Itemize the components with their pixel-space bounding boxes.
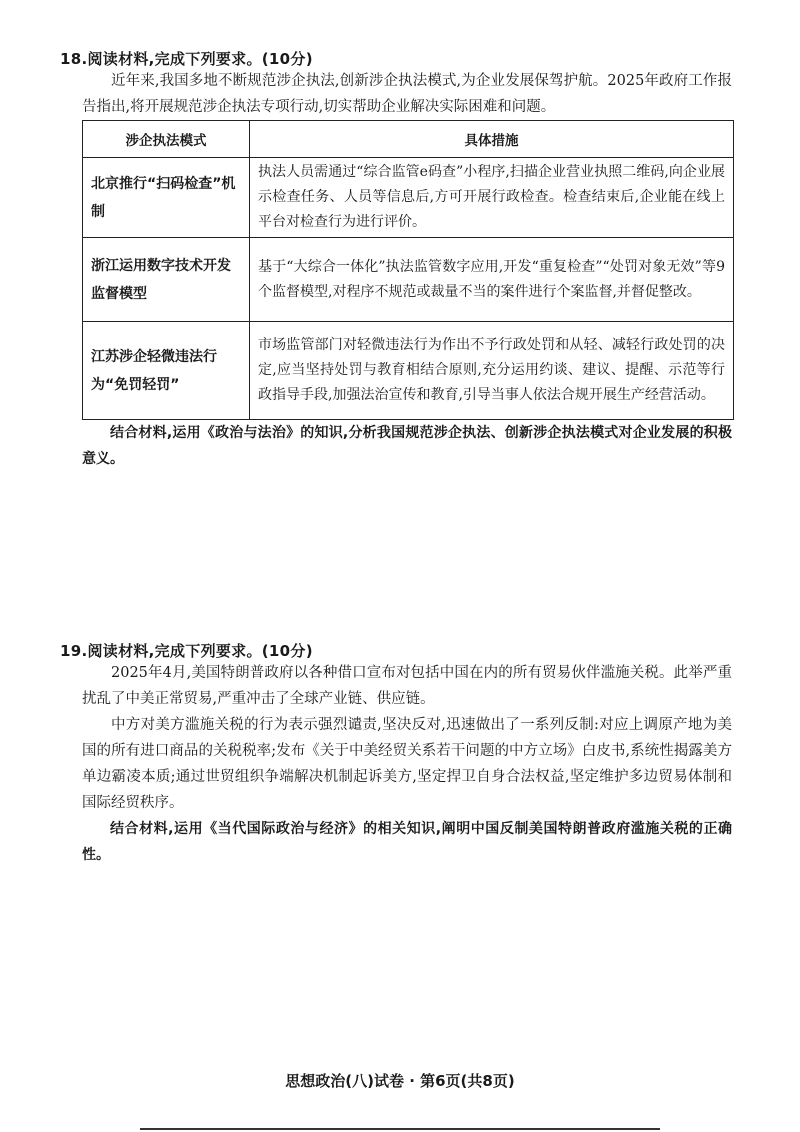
question-18-title: 18.阅读材料,完成下列要求。(10分) — [60, 50, 313, 68]
header-measure: 具体措施 — [250, 121, 734, 158]
mode-cell: 北京推行“扫码检查”机制 — [83, 158, 250, 238]
table-row — [83, 158, 734, 238]
question-18-intro: 近年来,我国多地不断规范涉企执法,创新涉企执法模式,为企业发展保驾护航。2025年政府工作报告指出,将开展规范涉企执法专项行动,切实帮助企业解决实际困难和问题。 — [82, 73, 732, 115]
mode-cell: 江苏涉企轻微违法行为“免罚轻罚” — [83, 322, 250, 420]
header-mode: 涉企执法模式 — [83, 121, 250, 158]
question-18-prompt: 结合材料,运用《政治与法治》的知识,分析我国规范涉企执法、创新涉企执法模式对企业发展的积极意义。 — [82, 425, 732, 467]
question-19-title: 19.阅读材料,完成下列要求。(10分) — [60, 642, 313, 660]
table-row — [83, 238, 734, 322]
question-19-para-1: 2025年4月,美国特朗普政府以各种借口宣布对包括中国在内的所有贸易伙伴滥施关税。此举严重扰乱了中美正常贸易,严重冲击了全球产业链、供应链。 — [82, 665, 732, 707]
measure-cell: 基于“大综合一体化”执法监管数字应用,开发“重复检查”“处罚对象无效”等9个监督模型,对程序不规范或裁量不当的案件进行个案监督,并督促整改。 — [250, 238, 734, 322]
measure-cell: 市场监管部门对轻微违法行为作出不予行政处罚和从轻、减轻行政处罚的决定,应当坚持处罚与教育相结合原则,充分运用约谈、建议、提醒、示范等行政指导手段,加强法治宣传和教育,引导当事人依法合规开展生产经营活动。 — [250, 322, 734, 420]
mode-cell: 浙江运用数字技术开发监督模型 — [83, 238, 250, 322]
question-19-prompt: 结合材料,运用《当代国际政治与经济》的相关知识,阐明中国反制美国特朗普政府滥施关税的正确性。 — [82, 821, 732, 863]
measure-cell: 执法人员需通过“综合监管e码查”小程序,扫描企业营业执照二维码,向企业展示检查任务、人员等信息后,方可开展行政检查。检查结束后,企业能在线上平台对检查行为进行评价。 — [250, 158, 734, 238]
table-row — [83, 322, 734, 420]
footer-divider — [140, 1128, 660, 1130]
page-footer: 思想政治(八)试卷 · 第6页(共8页) — [285, 1072, 515, 1090]
table-header-row — [83, 121, 734, 158]
question-19-para-2: 中方对美方滥施关税的行为表示强烈谴责,坚决反对,迅速做出了一系列反制:对应上调原产地为美国的所有进口商品的关税税率;发布《关于中美经贸关系若干问题的中方立场》白皮书,系统性揭露美方单边霸凌本质;通过世贸组织争端解决机制起诉美方,坚定捍卫自身合法权益,坚定维护多边贸易体制和国际经贸秩序。 — [82, 717, 732, 811]
enforcement-table — [82, 120, 734, 420]
